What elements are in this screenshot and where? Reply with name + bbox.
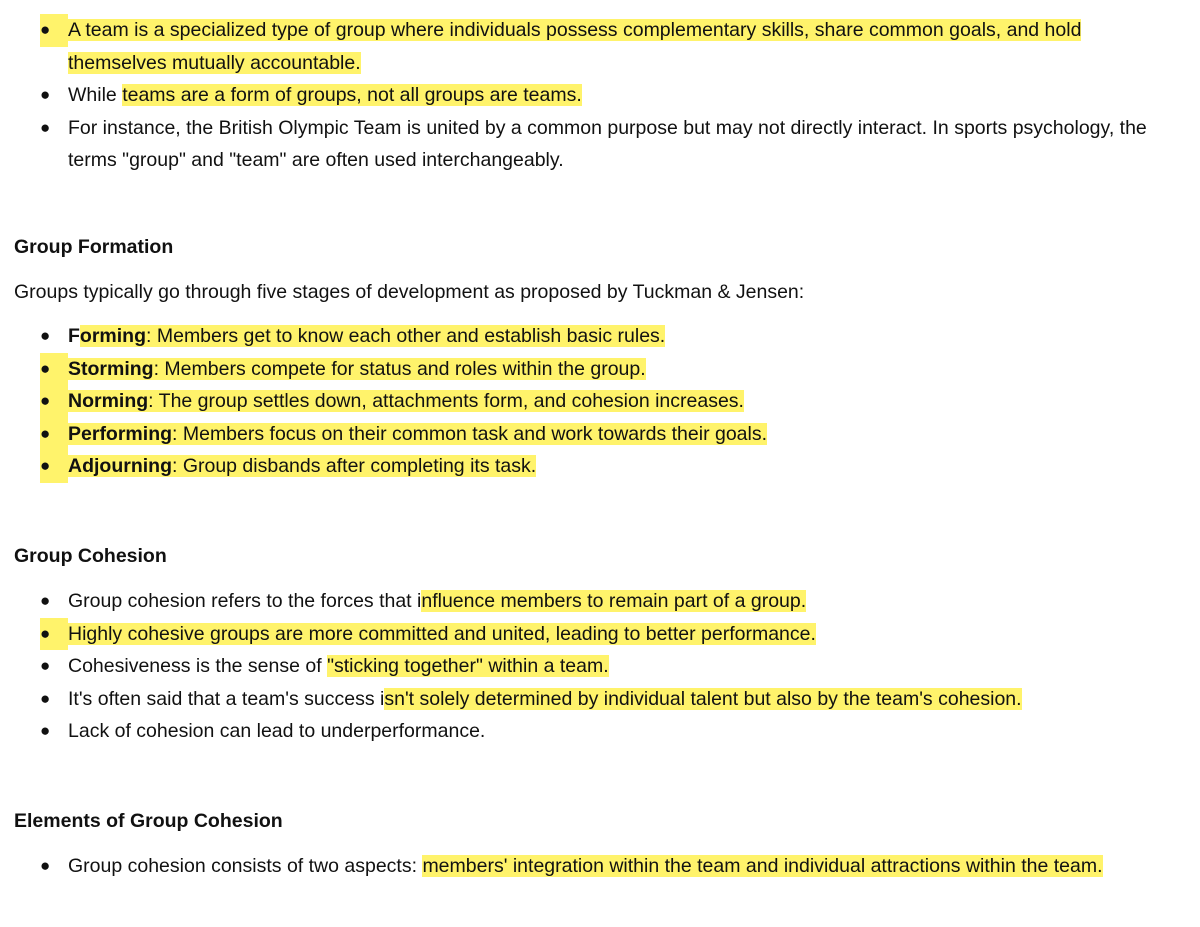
list-item-text: For instance, the British Olympic Team is united by a common purpose but may not directly interact. In sports psychology, the terms "group" and "team" are often used interchangeably. (68, 116, 1147, 171)
bullet-icon: ● (40, 353, 68, 386)
highlighted-text: teams are a form of groups, not all groups are teams. (122, 84, 582, 106)
list-item-text: Cohesiveness is the sense of (68, 655, 328, 677)
list-item (0, 715, 1200, 748)
elements-of-cohesion-list (0, 850, 1200, 883)
highlighted-text: "sticking together" within a team. (327, 655, 609, 677)
list-item (0, 650, 1200, 683)
highlighted-text: Storming (68, 357, 154, 380)
highlighted-text: Performing (68, 422, 173, 445)
list-item (0, 450, 1200, 483)
highlighted-text: sn't solely determined by individual talent but also by the team's cohesion. (384, 687, 1022, 710)
group-formation-intro: Groups typically go through five stages of development as proposed by Tuckman & Jensen: (14, 281, 805, 303)
highlighted-text: A team is a specialized type of group where individuals possess complementary skills, share common goals, and hold themselves mutually accountable. (68, 19, 1082, 74)
highlighted-text: : Members compete for status and roles within the group. (153, 357, 646, 380)
list-item-text: Lack of cohesion can lead to underperformance. (68, 720, 486, 742)
list-item (0, 14, 1200, 79)
intro-bullet-list (0, 14, 1200, 177)
highlighted-text: members' integration within the team and individual attractions within the team. (422, 855, 1103, 877)
highlighted-text: Highly cohesive groups are more committed and united, leading to better performance. (68, 622, 816, 645)
list-item-text: It's often said that a team's success i (68, 687, 385, 710)
list-item (0, 585, 1200, 618)
bullet-icon: ● (40, 418, 68, 451)
list-item-text: Group cohesion refers to the forces that i (68, 590, 422, 612)
bullet-icon: ● (40, 450, 68, 483)
highlighted-text: : The group settles down, attachments form, and cohesion increases. (148, 390, 744, 412)
list-item (0, 618, 1200, 651)
heading-elements-of-group-cohesion: Elements of Group Cohesion (14, 810, 283, 832)
bullet-icon: ● (40, 117, 51, 137)
bullet-icon: ● (40, 618, 68, 651)
list-item-text: While (68, 84, 123, 106)
bullet-icon: ● (40, 721, 51, 740)
bullet-icon: ● (40, 326, 51, 345)
list-item (0, 850, 1200, 883)
list-item (0, 79, 1200, 112)
highlighted-text: orming (79, 325, 147, 347)
bullet-icon: ● (40, 591, 51, 610)
list-item-text: F (68, 325, 80, 347)
highlighted-text: Adjourning (68, 455, 172, 477)
highlighted-text: : Members get to know each other and establish basic rules. (146, 325, 666, 347)
highlighted-text: : Members focus on their common task and work towards their goals. (172, 422, 768, 445)
formation-stages-list (0, 320, 1200, 483)
highlighted-text: Norming (68, 390, 149, 412)
highlighted-text: : Group disbands after completing its task. (171, 455, 537, 477)
list-item (0, 112, 1200, 177)
heading-group-formation: Group Formation (14, 236, 174, 258)
bullet-icon: ● (40, 85, 51, 104)
list-item (0, 418, 1200, 451)
list-item-text: Group cohesion consists of two aspects: (68, 855, 423, 877)
bullet-icon: ● (40, 856, 51, 875)
list-item (0, 683, 1200, 716)
bullet-icon: ● (40, 14, 68, 47)
bullet-icon: ● (40, 385, 68, 418)
bullet-icon: ● (40, 688, 51, 708)
highlighted-text: nfluence members to remain part of a group. (421, 590, 807, 612)
heading-group-cohesion: Group Cohesion (14, 545, 167, 567)
group-cohesion-list (0, 585, 1200, 748)
list-item (0, 385, 1200, 418)
list-item (0, 353, 1200, 386)
bullet-icon: ● (40, 656, 51, 675)
list-item (0, 320, 1200, 353)
